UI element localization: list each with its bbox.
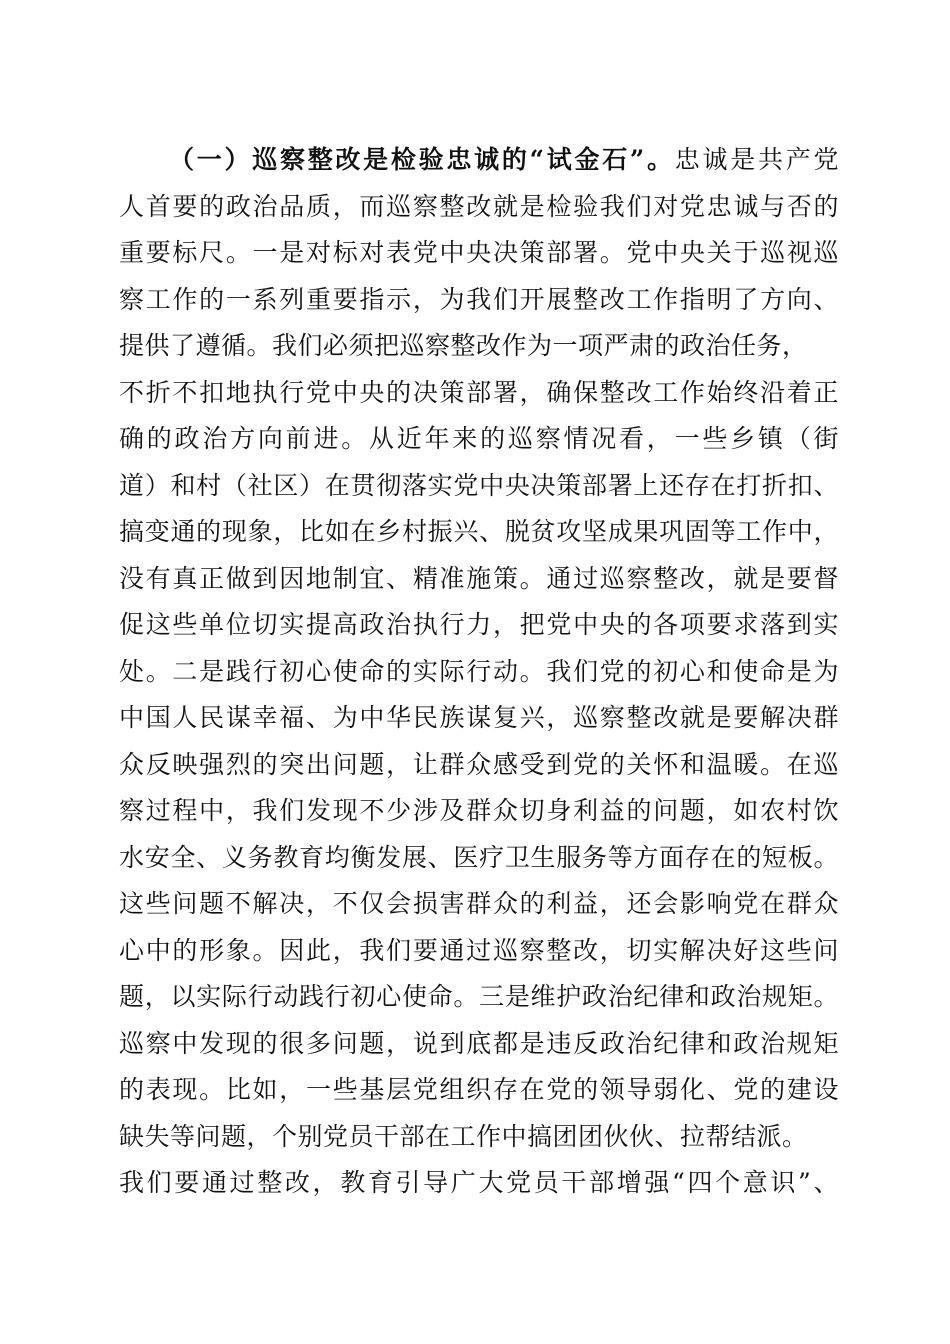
text-line: 察过程中，我们发现不少涉及群众切身利益的问题，如农村饮 bbox=[119, 796, 839, 825]
text-line: 这些问题不解决，不仅会损害群众的利益，还会影响党在群众 bbox=[119, 889, 839, 918]
text-line: 人首要的政治品质，而巡察整改就是检验我们对党忠诚与否的 bbox=[119, 191, 839, 221]
first-line-text: 忠诚是共产党 bbox=[674, 145, 839, 174]
text-line: 确的政治方向前进。从近年来的巡察情况看，一些乡镇（街 bbox=[119, 424, 839, 453]
body-paragraph bbox=[119, 137, 839, 1207]
text-line: 察工作的一系列重要指示，为我们开展整改工作指明了方向、 bbox=[119, 284, 839, 314]
text-line: 道）和村（社区）在贯彻落实党中央决策部署上还存在打折扣、 bbox=[119, 470, 839, 500]
text-line: 的表现。比如，一些基层党组织存在党的领导弱化、党的建设 bbox=[119, 1075, 839, 1104]
text-line: 众反映强烈的突出问题，让群众感受到党的关怀和温暖。在巡 bbox=[119, 749, 839, 779]
section-heading: （一）巡察整改是检验忠诚的“试金石”。 bbox=[169, 145, 675, 174]
text-line: 中国人民谋幸福、为中华民族谋复兴，巡察整改就是要解决群 bbox=[119, 703, 839, 732]
text-line: 题，以实际行动践行初心使命。三是维护政治纪律和政治规矩。 bbox=[119, 982, 839, 1011]
text-line: 处。二是践行初心使命的实际行动。我们党的初心和使命是为 bbox=[119, 656, 839, 686]
text-line: 我们要通过整改，教育引导广大党员干部增强“四个意识”、 bbox=[119, 1168, 839, 1197]
paragraph-first-line bbox=[119, 137, 839, 184]
text-line: 没有真正做到因地制宜、精准施策。通过巡察整改，就是要督 bbox=[119, 563, 839, 593]
text-line: 搞变通的现象，比如在乡村振兴、脱贫攻坚成果巩固等工作中， bbox=[119, 517, 839, 546]
text-line: 缺失等问题，个别党员干部在工作中搞团团伙伙、拉帮结派。 bbox=[119, 1121, 808, 1151]
text-line: 巡察中发现的很多问题，说到底都是违反政治纪律和政治规矩 bbox=[119, 1028, 839, 1058]
text-line: 促这些单位切实提高政治执行力，把党中央的各项要求落到实 bbox=[119, 610, 839, 639]
text-line: 不折不扣地执行党中央的决策部署，确保整改工作始终沿着正 bbox=[119, 377, 839, 407]
text-line: 心中的形象。因此，我们要通过巡察整改，切实解决好这些问 bbox=[119, 935, 839, 965]
text-line: 水安全、义务教育均衡发展、医疗卫生服务等方面存在的短板。 bbox=[119, 842, 839, 872]
text-line: 重要标尺。一是对标对表党中央决策部署。党中央关于巡视巡 bbox=[119, 238, 839, 267]
text-line: 提供了遵循。我们必须把巡察整改作为一项严肃的政治任务， bbox=[119, 331, 808, 360]
